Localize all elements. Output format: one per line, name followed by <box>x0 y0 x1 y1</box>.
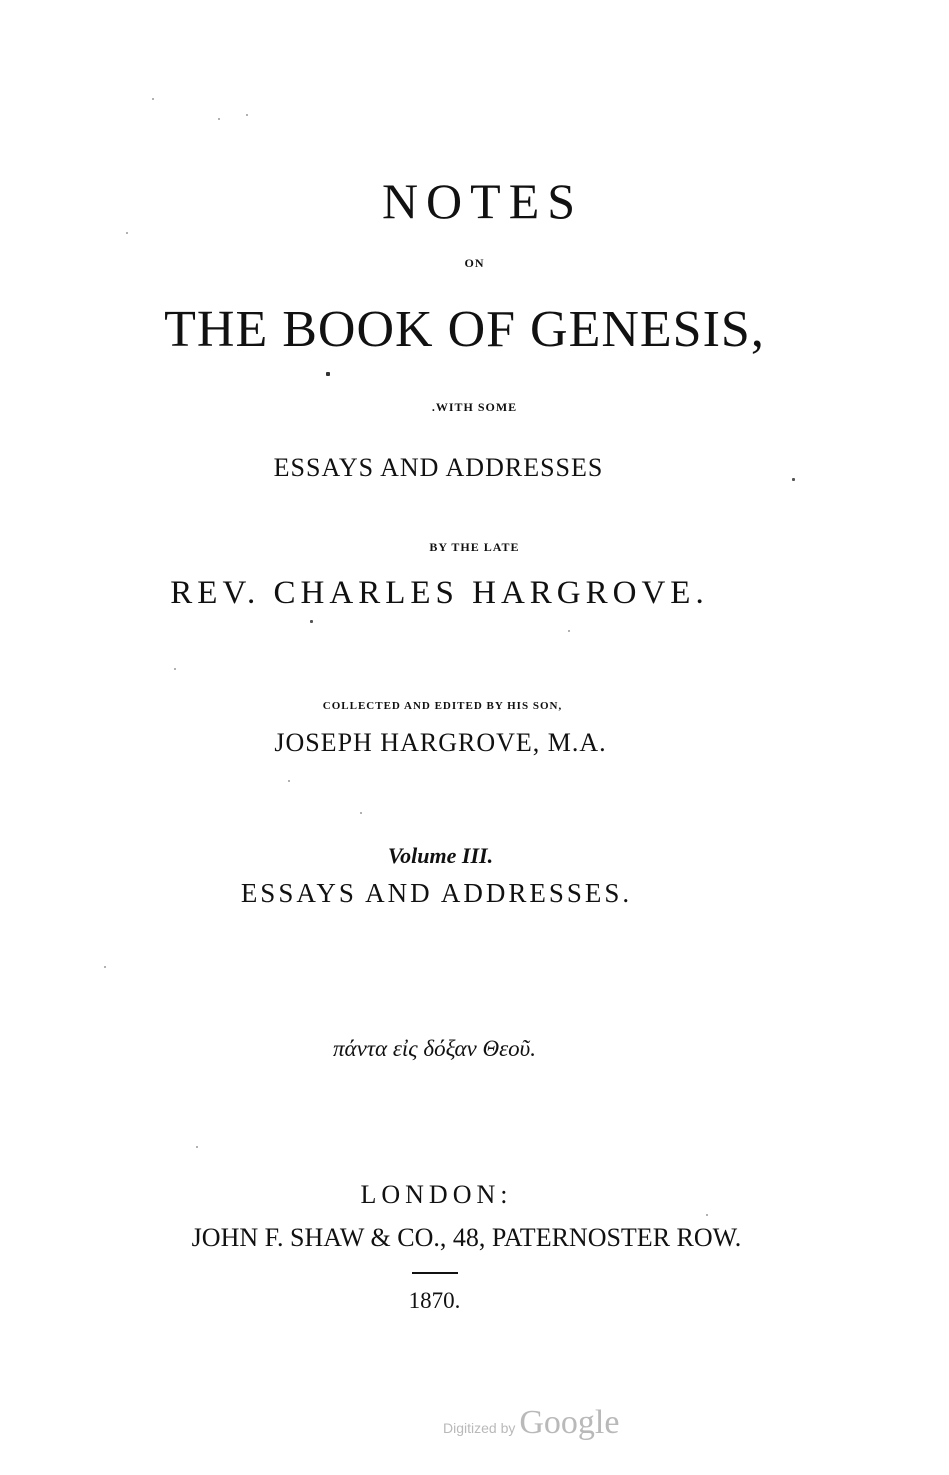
print-speck <box>104 966 106 968</box>
print-speck <box>326 372 330 376</box>
editor-name: JOSEPH HARGROVE, M.A. <box>274 728 607 757</box>
title-notes: NOTES <box>381 173 584 229</box>
print-speck <box>360 812 362 814</box>
print-speck <box>310 620 313 623</box>
print-speck <box>152 98 154 100</box>
divider-rule <box>412 1272 458 1274</box>
with-some-label: .WITH SOME <box>431 400 518 414</box>
publication-year: 1870. <box>408 1288 461 1313</box>
place-of-publication: LONDON: <box>360 1180 513 1209</box>
print-speck <box>126 232 128 234</box>
volume-label: Volume III. <box>387 843 494 868</box>
google-logo: Google <box>519 1404 620 1441</box>
word-on: ON <box>464 256 485 270</box>
print-speck <box>288 780 290 782</box>
print-speck <box>218 118 220 120</box>
collected-by-label: COLLECTED AND EDITED BY HIS SON, <box>322 700 563 712</box>
print-speck <box>196 1146 198 1148</box>
digitized-watermark <box>443 1404 619 1442</box>
print-speck <box>246 114 248 116</box>
watermark-prefix: Digitized by <box>443 1420 516 1436</box>
print-speck <box>174 668 176 670</box>
print-speck <box>706 1214 708 1216</box>
greek-motto: πάντα εἰς δόξαν Θεοῦ. <box>333 1036 536 1061</box>
book-title: THE BOOK OF GENESIS, <box>164 301 765 358</box>
volume-title: ESSAYS AND ADDRESSES. <box>240 878 633 908</box>
publisher: JOHN F. SHAW & CO., 48, PATERNOSTER ROW. <box>191 1223 742 1252</box>
print-speck <box>568 630 570 632</box>
author-name: REV. CHARLES HARGROVE. <box>170 575 709 611</box>
print-speck <box>792 478 795 481</box>
by-the-late-label: BY THE LATE <box>429 540 520 554</box>
subtitle: ESSAYS AND ADDRESSES <box>273 453 604 482</box>
